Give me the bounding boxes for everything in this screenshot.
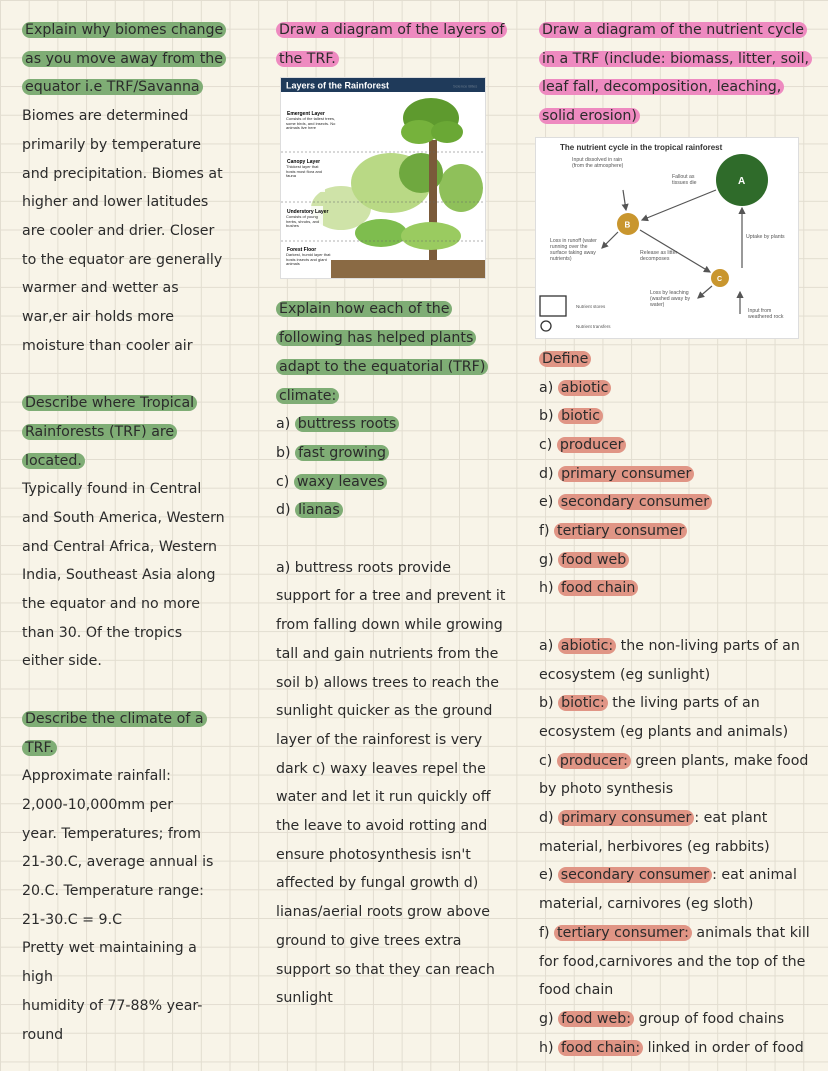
- forest-floor-ground: [331, 260, 485, 278]
- question-adaptations: Explain how each of the following has helped plants adapt to the equatorial (TRF) climate:: [276, 295, 506, 410]
- climate-line: 21-30.C = 9.C: [22, 911, 122, 928]
- nutrient-figure-title: The nutrient cycle in the tropical rainforest: [560, 142, 723, 152]
- nutrient-cycle-figure: [535, 137, 799, 339]
- define-item: a) abiotic: [539, 374, 814, 403]
- define-item: g) food web: [539, 546, 814, 575]
- understory-shape: [401, 222, 461, 250]
- label-input-rain: Input dissolved in rain (from the atmosphere): [572, 156, 624, 169]
- column-right: [539, 16, 814, 1062]
- layer-label-understory: Understory Layer: [287, 209, 329, 216]
- key-stores-label: Nutrient stores: [576, 303, 606, 309]
- column-left: [22, 16, 227, 1049]
- layer-label-forest-floor: Forest Floor: [287, 247, 317, 254]
- canopy-tree-shape: [439, 164, 483, 212]
- layer-desc-canopy: Thickest layer that hosts most flora and fauna: [286, 165, 323, 179]
- node-a-label: A: [738, 175, 746, 187]
- label-runoff: Loss in runoff (water running over the surface taking away nutrients): [550, 237, 597, 262]
- climate-line: round: [22, 1026, 64, 1043]
- climate-line: Approximate rainfall:: [22, 768, 171, 785]
- definition: a) abiotic: the non-living parts of an ecosystem (eg sunlight): [539, 637, 800, 683]
- key-transfers-label: Nutrient transfers: [576, 323, 611, 329]
- question-layers: Draw a diagram of the layers of the TRF.: [276, 16, 506, 73]
- layer-desc-understory: Consists of young herbs, shrubs, and bushes: [286, 215, 320, 229]
- question-biomes: Explain why biomes change as you move away from the equator i.e TRF/Savanna: [22, 16, 227, 102]
- adaptation-item: a) buttress roots: [276, 410, 506, 439]
- key-stores-box: [540, 296, 566, 316]
- adaptation-item: c) waxy leaves: [276, 468, 506, 497]
- definition: f) tertiary consumer: animals that kill for food,carnivores and the top of the food chain: [539, 924, 810, 999]
- understory-shape: [355, 219, 407, 247]
- climate-line: 2,000-10,000mm per: [22, 796, 174, 813]
- figure-brand: Science Bites: [453, 83, 478, 89]
- figure-title: Layers of the Rainforest: [286, 80, 390, 91]
- definition: c) producer: green plants, make food by photo synthesis: [539, 752, 809, 798]
- question-trf-location: Describe where Tropical Rainforests (TRF) are located.: [22, 389, 227, 475]
- definition: e) secondary consumer : eat animal material, carnivores (eg sloth): [539, 867, 797, 913]
- adaptation-item: b) fast growing: [276, 439, 506, 468]
- definition: h) food chain: linked in order of food: [539, 1039, 804, 1056]
- label-weathered-rock: Input from weathered rock: [748, 307, 784, 320]
- define-item: f) tertiary consumer: [539, 517, 814, 546]
- rainforest-layers-figure: [280, 77, 486, 279]
- climate-line: year. Temperatures; from: [22, 825, 201, 842]
- layer-label-canopy: Canopy Layer: [287, 159, 321, 166]
- label-release: Release as litter decomposes: [640, 249, 678, 262]
- layer-desc-forest-floor: Darkest, humid layer that hosts insects and giant animals: [286, 253, 331, 267]
- node-c-label: C: [717, 275, 723, 283]
- define-item: b) biotic: [539, 402, 814, 431]
- definition: b) biotic: the living parts of an ecosystem (eg plants and animals): [539, 695, 789, 740]
- key-transfers-symbol: [541, 321, 551, 331]
- define-item: d) primary consumer: [539, 460, 814, 489]
- layer-desc-emergent: Consists of the tallest trees, some birds, and insects. No animals live here: [286, 117, 336, 131]
- definition: g) food web: group of food chains: [539, 1010, 785, 1027]
- node-b-label: B: [624, 220, 631, 230]
- layer-label-emergent: Emergent Layer: [287, 111, 325, 118]
- define-item: h) food chain: [539, 574, 814, 603]
- define-item: e) secondary consumer: [539, 488, 814, 517]
- label-fallout: Fallout as tissues die: [672, 173, 697, 186]
- answer-trf-location: Typically found in Central and South America, Western and Central Africa, Western India, Southeast Asia along the equator and no more than 30. Of the tropics either side.: [22, 481, 225, 670]
- question-climate: Describe the climate of a TRF.: [22, 705, 227, 762]
- label-leaching: Loss by leaching (washed away by water): [650, 289, 691, 308]
- climate-line: humidity of 77-88% year-: [22, 997, 203, 1014]
- climate-line: 21-30.C, average annual is: [22, 854, 214, 871]
- climate-line: Pretty wet maintaining a high: [22, 940, 197, 986]
- question-nutrient-cycle: Draw a diagram of the nutrient cycle in a TRF (include: biomass, litter, soil, leaf fall, decomposition, leaching, solid erosion): [539, 16, 814, 131]
- climate-line: 20.C. Temperature range:: [22, 883, 204, 900]
- emergent-crown: [431, 121, 463, 143]
- label-uptake: Uptake by plants: [746, 233, 785, 240]
- adaptation-item: d) lianas: [276, 496, 506, 525]
- answer-biomes: Biomes are determined primarily by temperature and precipitation. Biomes at higher and lower latitudes are cooler and drier. Closer to the equator are generally warmer and wetter as war,er air holds more moisture than cooler air: [22, 108, 223, 354]
- define-item: c) producer: [539, 431, 814, 460]
- definition: d) primary consumer : eat plant material, herbivores (eg rabbits): [539, 810, 770, 855]
- answer-climate: [22, 762, 227, 1049]
- nutrient-cycle-svg: [536, 138, 798, 338]
- define-heading: Define: [539, 345, 814, 374]
- column-middle: [276, 16, 506, 1013]
- answer-adaptations: a) buttress roots provide support for a tree and prevent it from falling down while growing tall and gain nutrients from the soil b) allows trees to reach the sunlight quicker as the ground layer of the rainforest is very dark c) waxy leaves repel the water and let it run quickly off the leave to avoid rotting and ensure photosynthesis isn't affected by fungal growth d) lianas/aerial roots grow above ground to give trees extra support so that they can reach sunlight: [276, 559, 506, 1007]
- rainforest-layers-svg: [281, 78, 485, 278]
